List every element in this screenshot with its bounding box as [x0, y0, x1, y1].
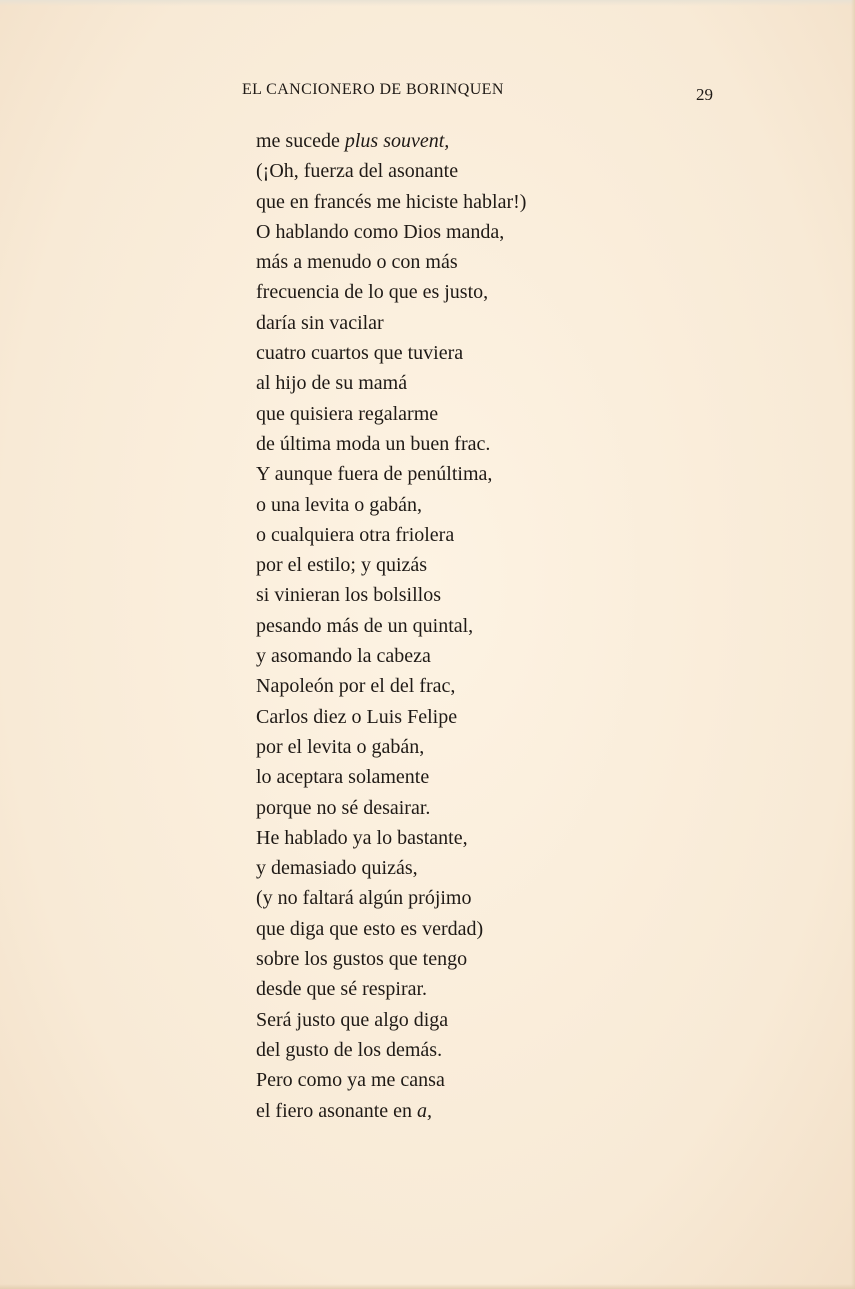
- poem-line: [256, 399, 526, 429]
- poem-line-text: me sucede: [256, 130, 345, 152]
- poem-line-italic-text: plus souvent,: [344, 130, 450, 152]
- poem-line-text: que quisiera regalarme: [256, 402, 439, 425]
- poem-line-text: Será justo que algo diga: [256, 1008, 449, 1031]
- poem-line: [256, 914, 526, 944]
- poem-line: [256, 580, 526, 610]
- poem-line: [256, 187, 526, 217]
- page-bottom-edge: [0, 1284, 855, 1289]
- running-title: EL CANCIONERO DE BORINQUEN: [242, 81, 504, 98]
- poem-line-text: Carlos diez o Luis Felipe: [256, 705, 458, 728]
- poem-line-text: de última moda un buen frac.: [256, 432, 491, 455]
- poem-body: [256, 126, 526, 1126]
- poem-line: [256, 671, 526, 701]
- poem-line-text: o cualquiera otra friolera: [256, 523, 455, 546]
- poem-line: [256, 490, 526, 520]
- poem-line: [256, 217, 526, 247]
- poem-line-text: si vinieran los bolsillos: [256, 584, 441, 607]
- poem-line-text: más a menudo o con más: [256, 251, 458, 274]
- poem-line: [256, 520, 526, 550]
- poem-line-text: pesando más de un quintal,: [256, 614, 474, 637]
- poem-line: [256, 1005, 526, 1035]
- poem-line: [256, 126, 526, 156]
- poem-line-text: al hijo de su mamá: [256, 372, 408, 395]
- poem-line: [256, 368, 526, 398]
- poem-line-text: el fiero asonante en: [256, 1099, 418, 1122]
- poem-line: [256, 308, 526, 338]
- poem-line: [256, 338, 526, 368]
- poem-line: [256, 611, 526, 641]
- poem-line: [256, 429, 526, 459]
- poem-line: [256, 944, 526, 974]
- poem-line-text: y demasiado quizás,: [256, 857, 418, 880]
- poem-line: [256, 156, 526, 186]
- poem-line: [256, 1035, 526, 1065]
- poem-line: [256, 459, 526, 489]
- poem-line-text: daría sin vacilar: [256, 311, 384, 334]
- poem-line-text: lo aceptara solamente: [256, 766, 430, 789]
- poem-line-text: frecuencia de lo que es justo,: [256, 281, 489, 304]
- poem-line: [256, 762, 526, 792]
- poem-line: [256, 853, 526, 883]
- poem-line: [256, 1065, 526, 1095]
- poem-line: [256, 1096, 526, 1126]
- page-number: 29: [696, 85, 713, 104]
- poem-line-text: Napoleón por el del frac,: [256, 675, 456, 698]
- poem-line-text: del gusto de los demás.: [256, 1038, 443, 1061]
- poem-line-text: Y aunque fuera de penúltima,: [256, 463, 493, 486]
- poem-line-text: (y no faltará algún prójimo: [256, 887, 472, 910]
- poem-line: [256, 732, 526, 762]
- poem-line-text: o una levita o gabán,: [256, 493, 423, 516]
- poem-line: [256, 793, 526, 823]
- poem-line-text: (¡Oh, fuerza del asonante: [256, 160, 459, 183]
- poem-line: [256, 883, 526, 913]
- poem-line: [256, 550, 526, 580]
- poem-line: [256, 702, 526, 732]
- poem-line-text: He hablado ya lo bastante,: [256, 826, 468, 849]
- poem-line-text: por el levita o gabán,: [256, 735, 425, 758]
- page-right-edge: [851, 0, 855, 1289]
- poem-line: [256, 974, 526, 1004]
- poem-line: [256, 823, 526, 853]
- poem-line-text: porque no sé desairar.: [256, 796, 431, 819]
- poem-line-text: desde que sé respirar.: [256, 978, 428, 1001]
- poem-line: [256, 641, 526, 671]
- poem-line-text: por el estilo; y quizás: [256, 554, 428, 577]
- poem-line: [256, 277, 526, 307]
- poem-line: [256, 247, 526, 277]
- poem-line-text: que diga que esto es verdad): [256, 917, 484, 940]
- poem-line-text: sobre los gustos que tengo: [256, 948, 468, 971]
- page-top-edge: [0, 0, 855, 6]
- poem-line-italic-text: a,: [417, 1099, 433, 1122]
- poem-line-text: cuatro cuartos que tuviera: [256, 342, 464, 365]
- poem-line-text: y asomando la cabeza: [256, 645, 431, 668]
- poem-line-text: que en francés me hiciste hablar!): [256, 190, 527, 213]
- poem-line-text: O hablando como Dios manda,: [256, 220, 505, 243]
- poem-line-text: Pero como ya me cansa: [256, 1069, 445, 1092]
